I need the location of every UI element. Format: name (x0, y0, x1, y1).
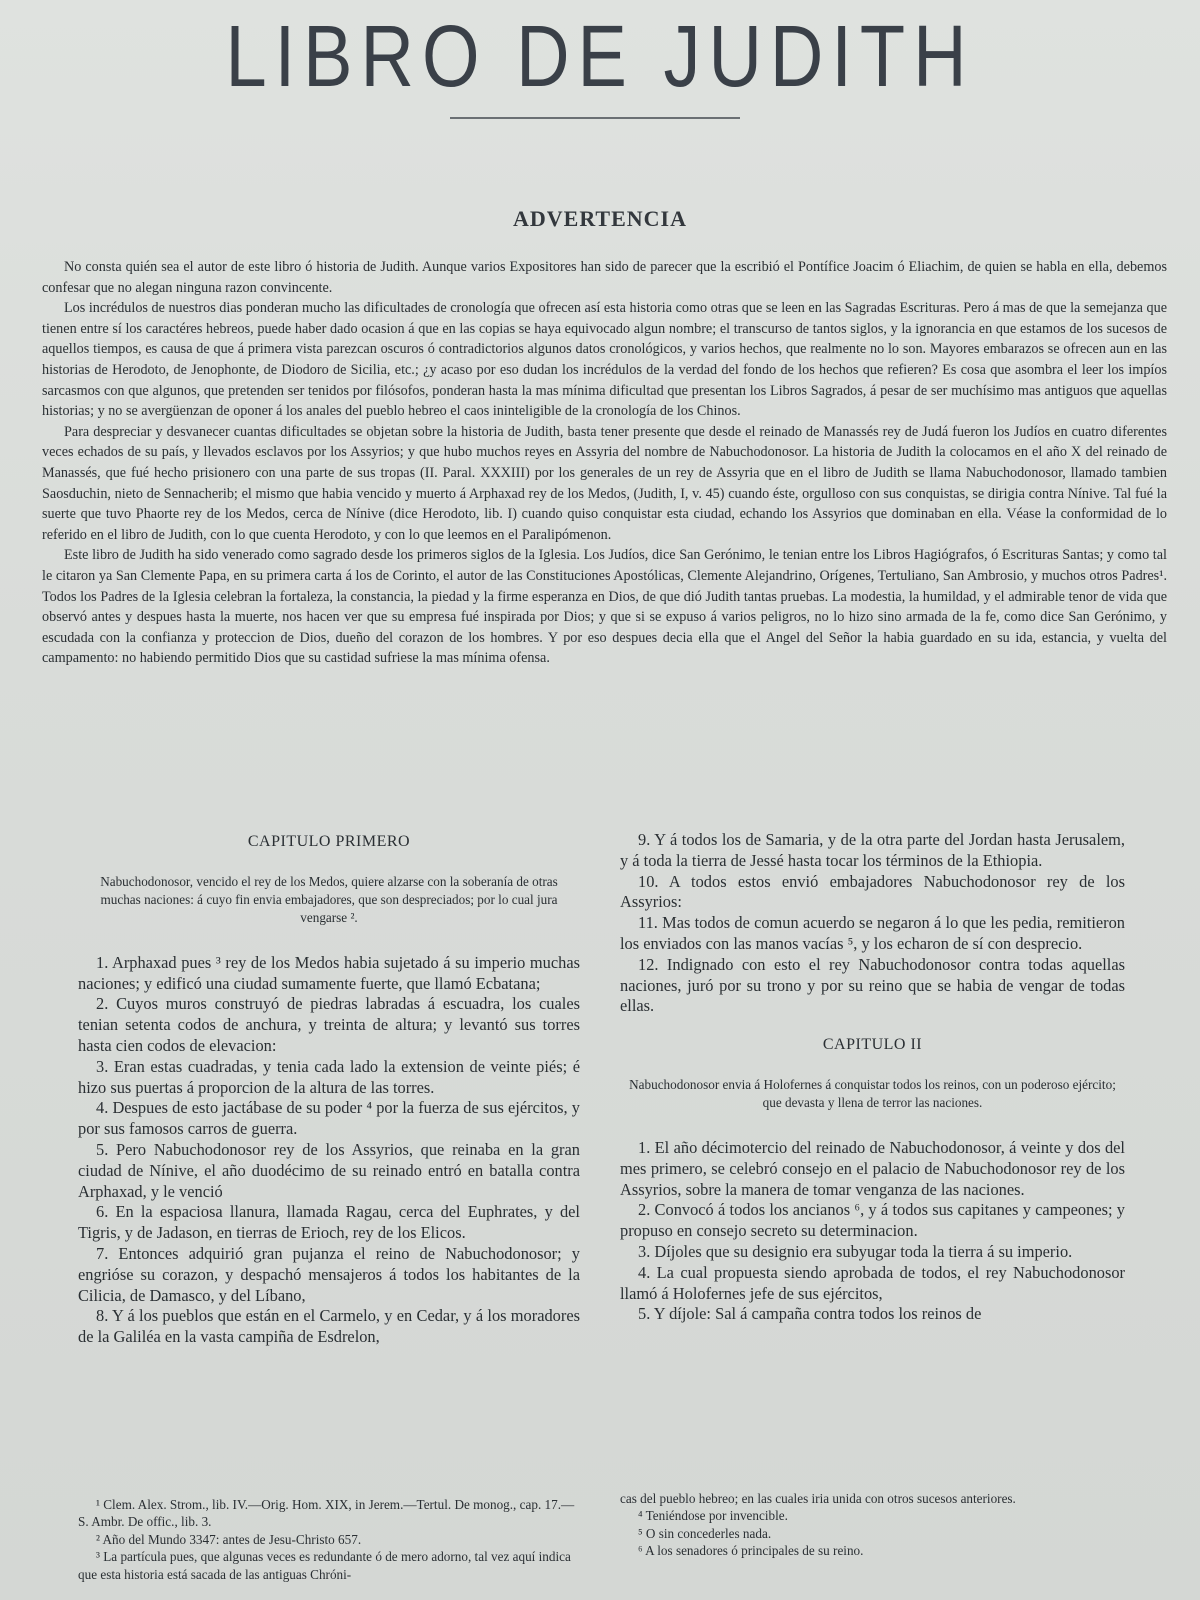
verse: 5. Pero Nabuchodonosor rey de los Assyrios, que reinaba en la gran ciudad de Nínive, el año duodécimo de su reinado entró en batalla contra Arphaxad, y le venció (78, 1139, 580, 1201)
footnote: ¹ Clem. Alex. Strom., lib. IV.—Orig. Hom. XIX, in Jerem.—Tertul. De monog., cap. 17.—S. Ambr. De offic., lib. 3. (78, 1497, 575, 1530)
verse: 10. A todos estos envió embajadores Nabuchodonosor rey de los Assyrios: (620, 871, 1125, 912)
verse: 4. Despues de esto jactábase de su poder ⁴ por la fuerza de sus ejércitos, y por sus famosos carros de guerra. (78, 1098, 580, 1139)
advertencia-paragraph: Para despreciar y desvanecer cuantas dificultades se objetan sobre la historia de Judith, basta tener presente que desde el reinado de Manassés rey de Judá fueron los Judíos en cuatro diferentes veces echados de su país, y llevados esclavos por los Assyrios; y que hubo muchos reyes en Assyria del nombre de Nabuchodonosor. La historia de Judith la colocamos en el año X del reinado de Manassés, que fué hecho prisionero con una parte de sus tropas (II. Paral. XXXIII) por los generales de un rey de Assyria que en el libro de Judith se llama Nabuchodonosor, llamado tambien Saosduchin, nieto de Sennacherib; el mismo que habia vencido y muerto á Arphaxad rey de los Medos, (Judith, I, v. 45) cuando éste, orgulloso con sus conquistas, se dirigia contra Nínive. Tal fué la suerte que tuvo Phaorte rey de los Medos, cerca de Nínive (dice Herodoto, lib. I) cuando quiso conquistar esta ciudad, echando los Assyrios que dominaban en ella. Véase la conformidad de lo referido en el libro de Judith, con lo que cuenta Herodoto, y con lo que leemos en el Paralipómenon. (42, 423, 1167, 543)
verse: 2. Cuyos muros construyó de piedras labradas á escuadra, los cuales tenian setenta codos de anchura, y treinta de altura; y levantó sus torres hasta cien codos de elevacion: (78, 994, 580, 1055)
verse: 8. Y á los pueblos que están en el Carmelo, y en Cedar, y á los moradores de la Galiléa en la vasta campiña de Esdrelon, (78, 1306, 580, 1347)
advertencia-paragraph: Este libro de Judith ha sido venerado como sagrado desde los primeros siglos de la Iglesia. Los Judíos, dice San Gerónimo, le tenian entre los Libros Hagiógrafos, ó Escrituras Santas; y como tal le citaron ya San Clemente Papa, en su primera carta á los de Corinto, el autor de las Constituciones Apostólicas, Clemente Alejandrino, Orígenes, Tertuliano, San Ambrosio, y muchos otros Padres¹. Todos los Padres de la Iglesia celebran la fortaleza, la constancia, la piedad y la firme esperanza en Dios, de que dió Judith tantas pruebas. La modestia, la humildad, y el admirable tenor de vida que observó antes y despues hasta la muerte, nos hacen ver que su empresa fué inspirada por Dios; y que si se expuso á varios peligros, no lo hizo sino armada de la fe, como dice San Gerónimo, y escudada con la confianza y proteccion de Dios, dueño del corazon de los hombres. Y por eso despues decia ella que el Angel del Señor la habia guardado en su ida, estancia, y vuelta del campamento: no habiendo permitido Dios que su castidad sufriese la mas mínima ofensa. (42, 547, 1167, 667)
advertencia-paragraph: No consta quién sea el autor de este libro ó historia de Judith. Aunque varios Expositores han sido de parecer que la escribió el Pontífice Joacim ó Eliachim, de quien se habla en ella, debemos confesar que no alegan ninguna razon convincente. (42, 259, 1167, 296)
chapter-1-continued (620, 830, 1125, 1017)
verse: 3. Díjoles que su designio era subyugar toda la tierra á su imperio. (638, 1241, 1073, 1261)
chapter-1-summary: Nabuchodonosor, vencido el rey de los Medos, quiere alzarse con la soberanía de otras muchas naciones: á cuyo fin envia embajadores, que son despreciados; por lo cual jura vengarse ². (100, 873, 558, 925)
footnote: cas del pueblo hebreo; en las cuales iria unida con otros sucesos anteriores. (620, 1491, 1016, 1506)
advertencia-paragraph: Los incrédulos de nuestros dias ponderan mucho las dificultades de cronología que ofrecen así esta historia como otras que se leen en las Sagradas Escrituras. Pero á mas de que la semejanza que tienen entre sí los caractéres hebreos, puede haber dado ocasion á que en las copias se haya equivocado algun nombre; el transcurso de tantos siglos, y la ignorancia en que estamos de los sucesos de aquellos tiempos, es causa de que á primera vista parezcan oscuros ó contradictorios algunos datos cronológicos, y varios hechos, que realmente no lo son. Mayores embarazos se ofrecen aun en las historias de Herodoto, de Jenophonte, de Diodoro de Sicilia, etc.; ¿y acaso por eso dudan los incrédulos de la verdad del fondo de los hechos que refieren? Es cosa que asombra el leer los impíos sarcasmos con que algunos, que pretenden ser tenidos por filósofos, ponderan hasta la mas mínima dificultad que presentan los Libros Sagrados, á pesar de ser muchísimo mas antiguos que aquellas historias; y no se avergüenzan de oponer á los anales del pueblo hebreo el caos ininteligible de la cronología de los Chinos. (42, 300, 1167, 420)
title-divider (450, 117, 740, 119)
verse: 7. Entonces adquirió gran pujanza el reino de Nabuchodonosor; y engrióse su corazon, y despachó mensajeros á todos los habitantes de la Cilicia, de Damasco, y del Líbano, (78, 1243, 580, 1305)
verse: 2. Convocó á todos los ancianos ⁶, y á todos sus capitanes y campeones; y propuso en consejo secreto su determinacion. (620, 1200, 1125, 1241)
verse: 12. Indignado con esto el rey Nabuchodonosor contra todas aquellas naciones, juró por su trono y por su reino que se habia de vengar de todas ellas. (620, 954, 1125, 1016)
chapter-2 (620, 1035, 1125, 1325)
verse: 3. Eran estas cuadradas, y tenia cada lado la extension de veinte piés; é hizo sus puertas á proporcion de la altura de las torres. (78, 1056, 580, 1097)
left-column (78, 832, 580, 1348)
verse: 1. El año décimotercio del reinado de Nabuchodonosor, á veinte y dos del mes primero, se celebró consejo en el palacio de Nabuchodonosor rey de los Assyrios, sobre la manera de tomar venganza de las naciones. (620, 1137, 1125, 1199)
right-column (620, 830, 1125, 1325)
footnote: ⁵ O sin concederles nada. (638, 1525, 772, 1541)
footnote: ³ La partícula pues, que algunas veces es redundante ó de mero adorno, tal vez aquí indica que esta historia está sacada de las antiguas Chróni- (78, 1549, 571, 1582)
verse: 5. Y díjole: Sal á campaña contra todos los reinos de (638, 1304, 982, 1324)
chapter-1-heading: CAPITULO PRIMERO (247, 833, 411, 850)
footnote: ⁶ A los senadores ó principales de su reino. (638, 1543, 864, 1559)
footnote: ⁴ Teniéndose por invencible. (638, 1508, 788, 1524)
verse: 4. La cual propuesta siendo aprobada de todos, el rey Nabuchodonosor llamó á Holofernes jefe de sus ejércitos, (620, 1262, 1125, 1303)
footnote: ² Año del Mundo 3347: antes de Jesu-Christo 657. (96, 1531, 362, 1547)
verse: 9. Y á todos los de Samaria, y de la otra parte del Jordan hasta Jerusalem, y á toda la tierra de Jessé hasta tocar los términos de la Ethiopia. (620, 830, 1125, 870)
verse: 6. En la espaciosa llanura, llamada Ragau, cerca del Euphrates, y del Tigris, y de Jadason, en tierras de Erioch, rey de los Elicos. (78, 1202, 580, 1243)
advertencia-heading: ADVERTENCIA (512, 206, 688, 231)
book-title: LIBRO DE JUDITH (225, 7, 975, 106)
chapter-2-summary: Nabuchodonosor envia á Holofernes á conquistar todos los reinos, con un poderoso ejército; que devasta y llena de terror las naciones. (629, 1076, 1116, 1110)
chapter-2-heading: CAPITULO II (822, 1036, 923, 1054)
verse: 11. Mas todos de comun acuerdo se negaron á lo que les pedia, remitieron los enviados con las manos vacías ⁵, y los echaron de sí con desprecio. (620, 913, 1125, 953)
advertencia-text (42, 257, 1167, 669)
footnotes-right (620, 1490, 1125, 1560)
verse: 1. Arphaxad pues ³ rey de los Medos habia sujetado á su imperio muchas naciones; y edificó una ciudad sumamente fuerte, que llamó Ecbatana; (78, 952, 580, 993)
footnotes-left (78, 1496, 580, 1583)
